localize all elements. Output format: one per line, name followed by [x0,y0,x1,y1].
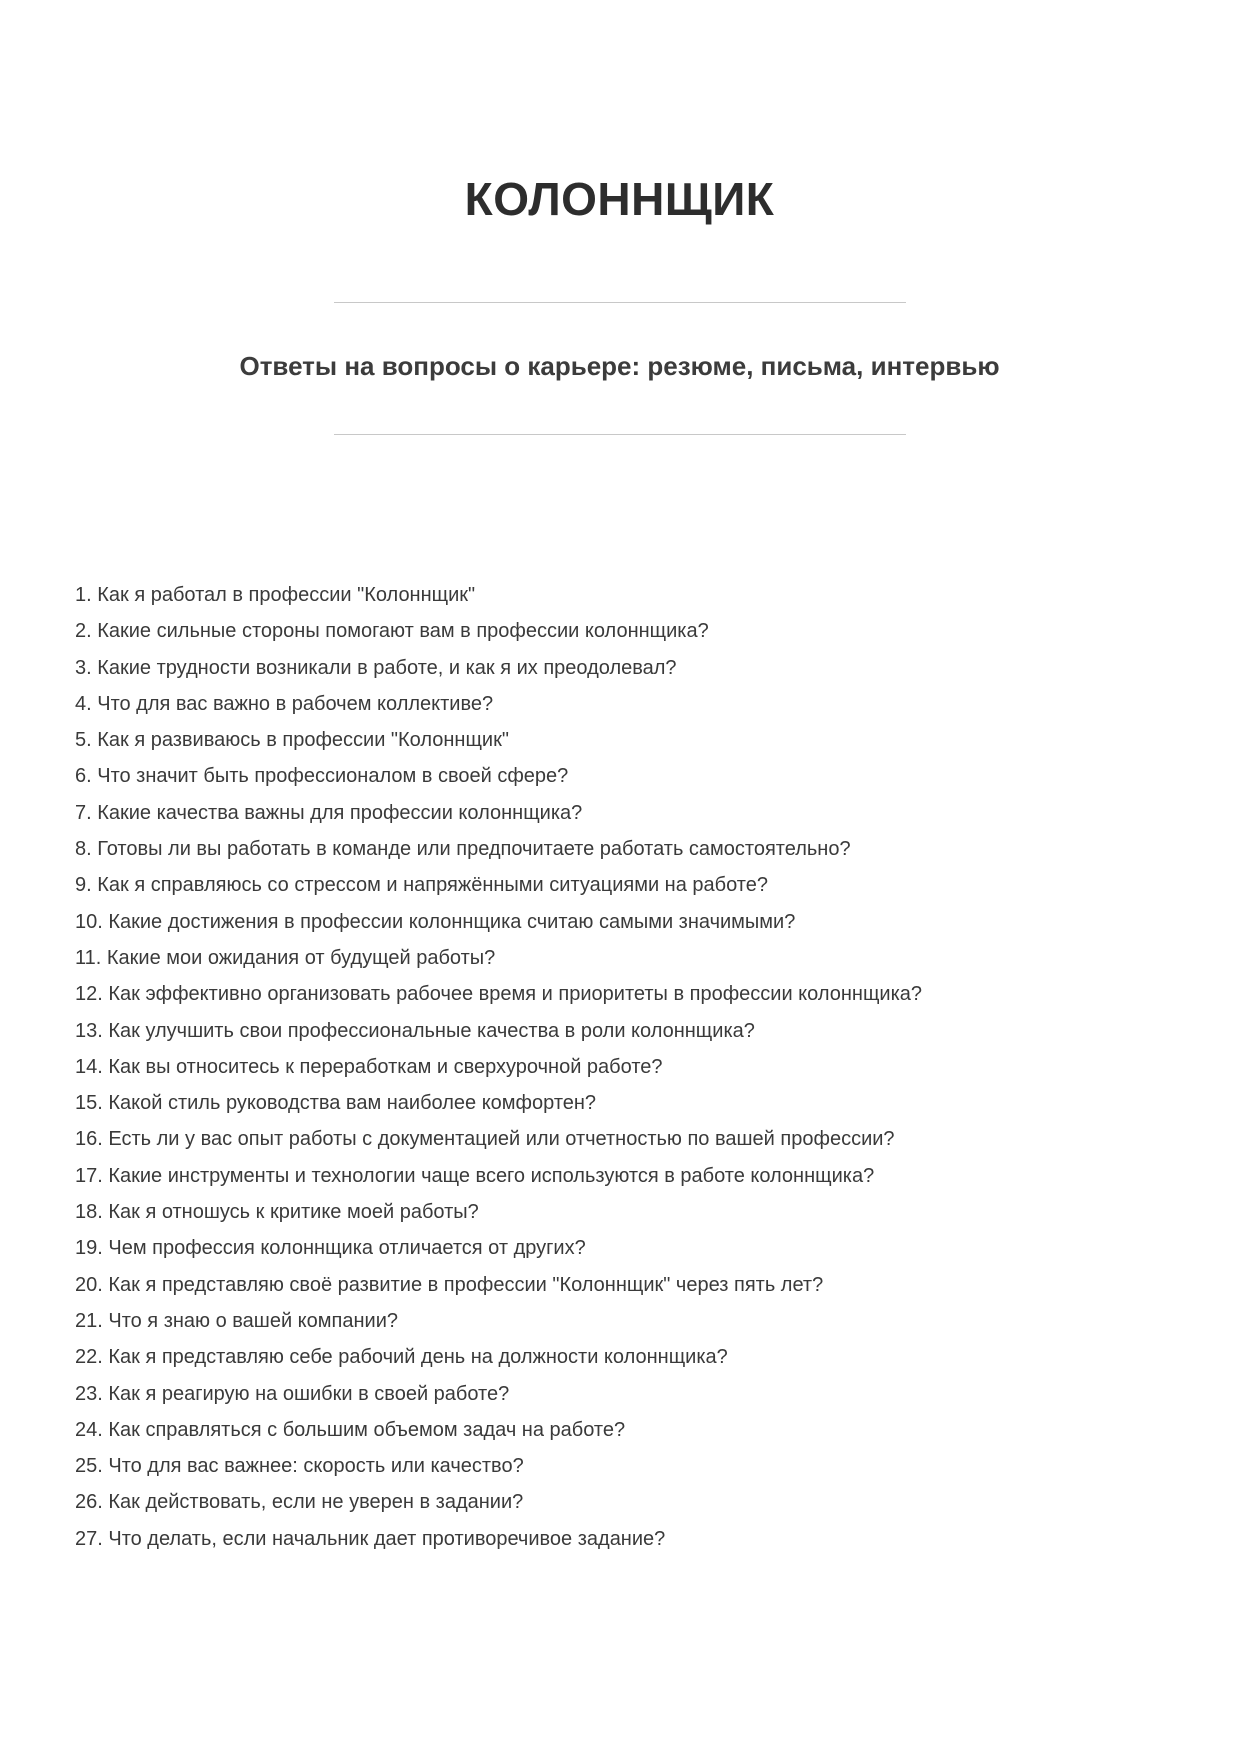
list-item: 13. Как улучшить свои профессиональные качества в роли колоннщика? [75,1019,755,1042]
list-item: 16. Есть ли у вас опыт работы с документацией или отчетностью по вашей профессии? [75,1128,895,1151]
list-item: 15. Какой стиль руководства вам наиболее комфортен? [75,1092,597,1115]
list-item: 20. Как я представляю своё развитие в профессии "Колоннщик" через пять лет? [75,1273,824,1296]
list-item: 24. Как справляться с большим объемом задач на работе? [75,1418,626,1441]
list-item: 3. Какие трудности возникали в работе, и как я их преодолевал? [75,656,677,679]
list-item: 21. Что я знаю о вашей компании? [75,1309,398,1332]
list-item: 27. Что делать, если начальник дает противоречивое задание? [75,1527,666,1550]
page-subtitle: Ответы на вопросы о карьере: резюме, письма, интервью [239,351,1000,381]
list-item: 4. Что для вас важно в рабочем коллективе? [75,692,494,715]
divider-bottom [334,434,906,435]
divider-top [334,302,906,303]
list-item: 8. Готовы ли вы работать в команде или предпочитаете работать самостоятельно? [75,838,851,861]
list-item: 11. Какие мои ожидания от будущей работы? [75,946,496,969]
list-item: 2. Какие сильные стороны помогают вам в профессии колоннщика? [75,620,709,643]
list-item: 10. Какие достижения в профессии колоннщика считаю самыми значимыми? [75,910,796,933]
page-title: КОЛОННЩИК [464,173,775,225]
list-item: 1. Как я работал в профессии "Колоннщик" [75,584,476,606]
list-item: 22. Как я представляю себе рабочий день на должности колоннщика? [75,1346,728,1369]
list-item: 25. Что для вас важнее: скорость или качество? [75,1455,524,1478]
list-item: 12. Как эффективно организовать рабочее время и приоритеты в профессии колоннщика? [75,983,923,1006]
list-item: 18. Как я отношусь к критике моей работы? [75,1201,479,1224]
question-list [75,577,1179,1557]
list-item: 14. Как вы относитесь к переработкам и сверхурочной работе? [75,1055,663,1078]
list-item: 7. Какие качества важны для профессии колоннщика? [75,801,583,824]
list-item: 19. Чем профессия колоннщика отличается от других? [75,1237,586,1260]
list-item: 6. Что значит быть профессионалом в своей сфере? [75,765,569,788]
list-item: 26. Как действовать, если не уверен в задании? [75,1491,524,1514]
list-item: 9. Как я справляюсь со стрессом и напряжёнными ситуациями на работе? [75,874,768,897]
list-item: 17. Какие инструменты и технологии чаще всего используются в работе колоннщика? [75,1164,875,1187]
list-item: 23. Как я реагирую на ошибки в своей работе? [75,1382,510,1405]
list-item: 5. Как я развиваюсь в профессии "Колоннщик" [75,729,509,752]
